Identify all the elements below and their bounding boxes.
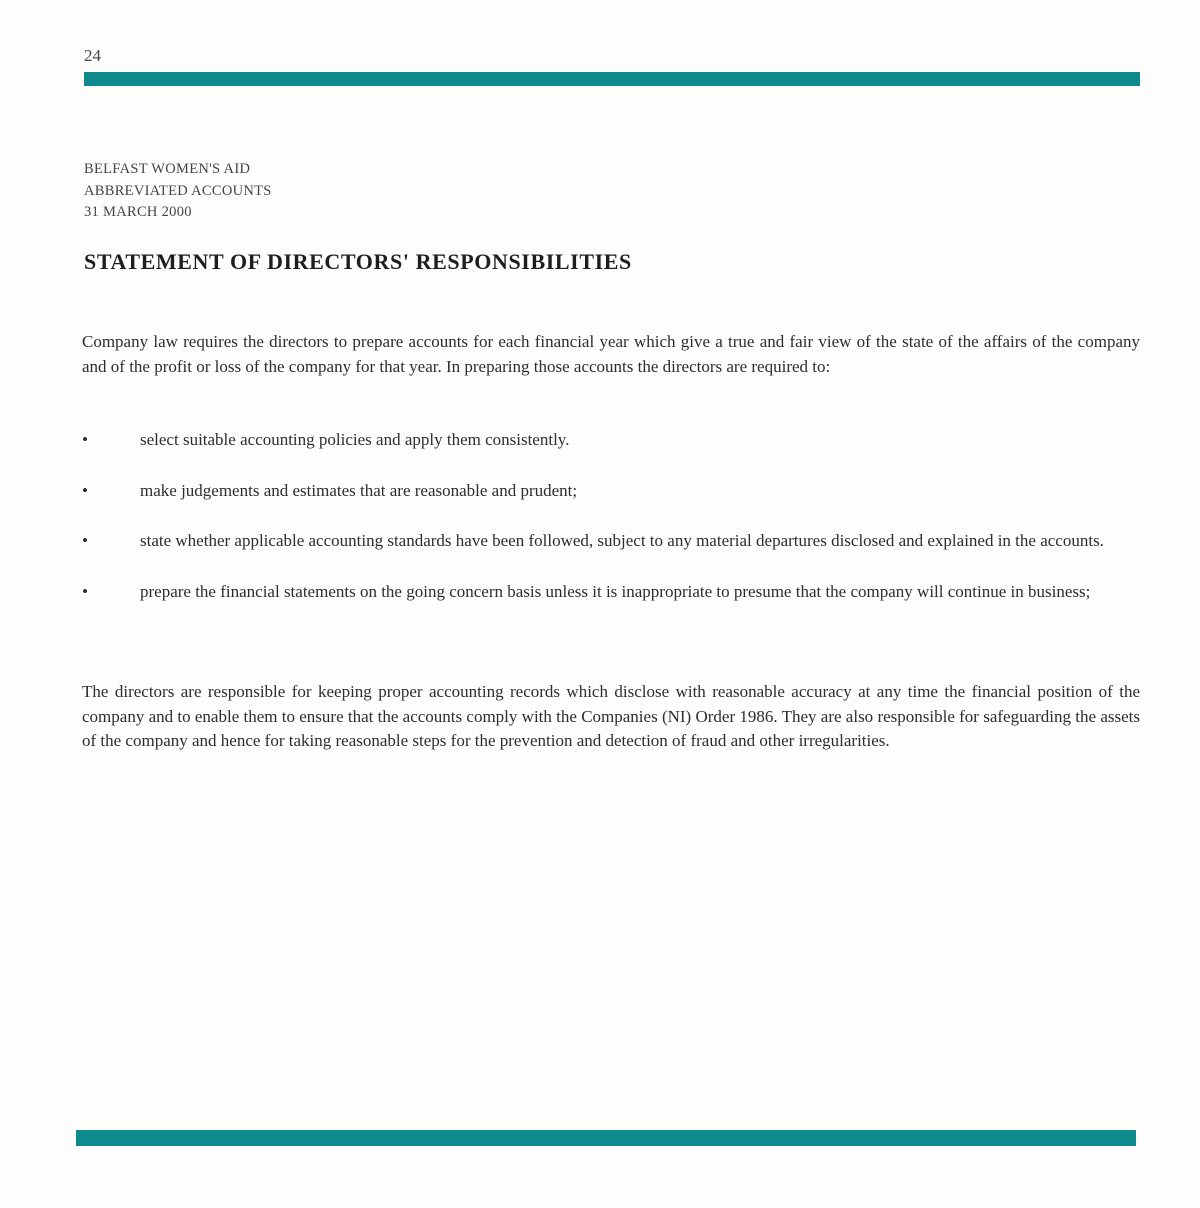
list-item <box>82 580 1140 605</box>
bullet-icon: • <box>82 531 88 550</box>
organization-name: BELFAST WOMEN'S AID <box>84 161 251 177</box>
document-type: ABBREVIATED ACCOUNTS <box>84 182 272 199</box>
page-title: STATEMENT OF DIRECTORS' RESPONSIBILITIES <box>84 249 632 274</box>
page-number: 24 <box>84 46 101 65</box>
intro-paragraph: Company law requires the directors to prepare accounts for each financial year which give a true and fair view of the state of the affairs of the company and of the profit or loss of the company for that year. In preparing those accounts the directors are required to: <box>82 332 1140 376</box>
list-item <box>82 428 1140 453</box>
list-item <box>82 479 1140 504</box>
requirements-list <box>82 428 1140 604</box>
top-rule <box>84 72 1140 86</box>
closing-paragraph: The directors are responsible for keeping proper accounting records which disclose with reasonable accuracy at any time the financial position of the company and to enable them to ensure that the accounts comply with the Companies (NI) Order 1986. They are also responsible for safeguarding the assets of the company and hence for taking reasonable steps for the prevention and detection of fraud and other irregularities. <box>82 682 1140 750</box>
document-header <box>84 159 272 224</box>
list-item-text: prepare the financial statements on the going concern basis unless it is inappropriate to presume that the company will continue in business; <box>140 581 1091 601</box>
document-date: 31 MARCH 2000 <box>84 204 192 220</box>
bottom-rule <box>76 1130 1136 1146</box>
list-item-text: state whether applicable accounting standards have been followed, subject to any material departures disclosed and explained in the accounts. <box>140 531 1104 550</box>
bullet-icon: • <box>82 430 88 449</box>
bullet-icon: • <box>82 480 88 500</box>
bullet-icon: • <box>82 581 88 601</box>
list-item-text: select suitable accounting policies and apply them consistently. <box>140 430 570 449</box>
list-item-text: make judgements and estimates that are reasonable and prudent; <box>140 480 578 500</box>
list-item <box>82 529 1140 554</box>
